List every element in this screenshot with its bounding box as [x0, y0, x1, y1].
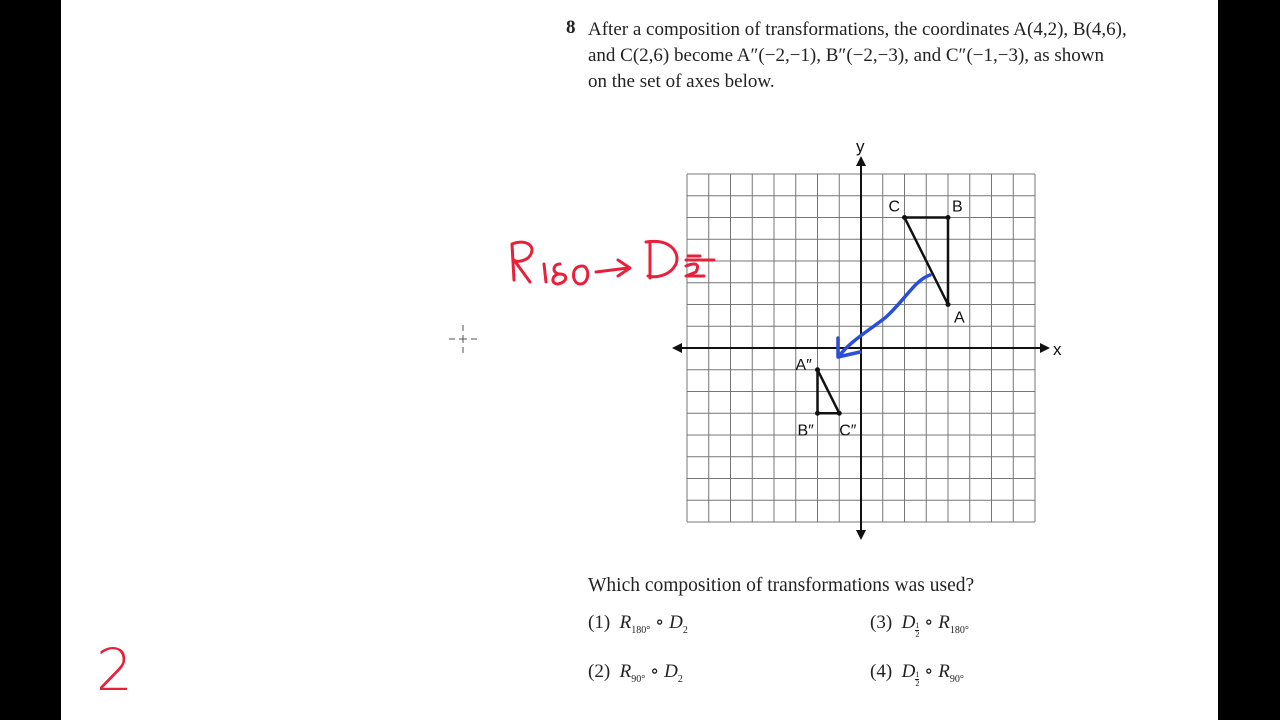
compose-symbol: ∘	[924, 661, 934, 682]
choice-op1: D	[901, 612, 916, 633]
choice-op2: R	[938, 661, 950, 682]
choice-op2-sub: 2	[677, 673, 683, 685]
handwritten-answer: 2	[96, 636, 133, 704]
y-axis-label: y	[856, 137, 865, 156]
x-axis-arrow-icon	[1040, 343, 1050, 353]
choice-op1: R	[619, 612, 632, 633]
choice-id: (3)	[870, 612, 893, 633]
vertex-label: A	[954, 309, 965, 327]
choice-id: (2)	[588, 661, 611, 682]
choice-op2: D	[669, 612, 683, 633]
question-line: and C(2,6) become A″(−2,−1), B″(−2,−3), and C″(−1,−3), as shown	[588, 45, 1104, 66]
choice-id: (4)	[870, 661, 893, 682]
vertex-label: B	[952, 198, 963, 216]
vertex-point	[902, 215, 907, 220]
choice-2[interactable]	[588, 660, 683, 685]
y-axis-arrow-icon	[856, 530, 866, 540]
compose-symbol: ∘	[924, 612, 934, 633]
compose-symbol: ∘	[650, 661, 660, 682]
fraction-one-half: $\frac{1}{2}$	[915, 670, 920, 688]
question-line: After a composition of transformations, the coordinates A(4,2), B(4,6),	[588, 19, 1127, 40]
x-axis-arrow-icon	[672, 343, 682, 353]
y-axis-arrow-icon	[856, 156, 866, 166]
question-prompt: Which composition of transformations was used?	[588, 575, 975, 596]
question-number: 8	[566, 17, 576, 38]
choice-op1-sub: 180°	[631, 624, 651, 636]
choice-op1: R	[619, 661, 632, 682]
choice-op2-sub: 180°	[949, 624, 969, 636]
vertex-point	[815, 411, 820, 416]
x-axis-label: x	[1053, 340, 1062, 359]
choice-3[interactable]	[870, 611, 969, 639]
vertex-label: C	[888, 198, 901, 216]
choice-op2: D	[664, 661, 678, 682]
choice-4[interactable]	[870, 660, 964, 688]
choice-id: (1)	[588, 612, 611, 633]
vertex-label: A″	[795, 356, 812, 374]
choice-op2-sub: 90°	[949, 673, 964, 685]
vertex-point	[946, 215, 951, 220]
fraction-one-half: $\frac{1}{2}$	[915, 621, 920, 639]
choice-1[interactable]	[588, 611, 688, 636]
vertex-point	[946, 302, 951, 307]
vertex-label: B″	[797, 422, 814, 440]
crosshair-cursor-icon	[449, 325, 477, 353]
choice-op2-sub: 2	[682, 624, 688, 636]
question-line: on the set of axes below.	[588, 71, 775, 92]
vertex-label: C″	[839, 422, 857, 440]
handwritten-arrow	[840, 275, 930, 355]
compose-symbol: ∘	[655, 612, 665, 633]
vertex-point	[815, 367, 820, 372]
choice-op2: R	[938, 612, 950, 633]
choice-op1-sub: 90°	[631, 673, 646, 685]
vertex-point	[837, 411, 842, 416]
handwritten-note	[500, 230, 730, 300]
choice-op1: D	[901, 661, 916, 682]
